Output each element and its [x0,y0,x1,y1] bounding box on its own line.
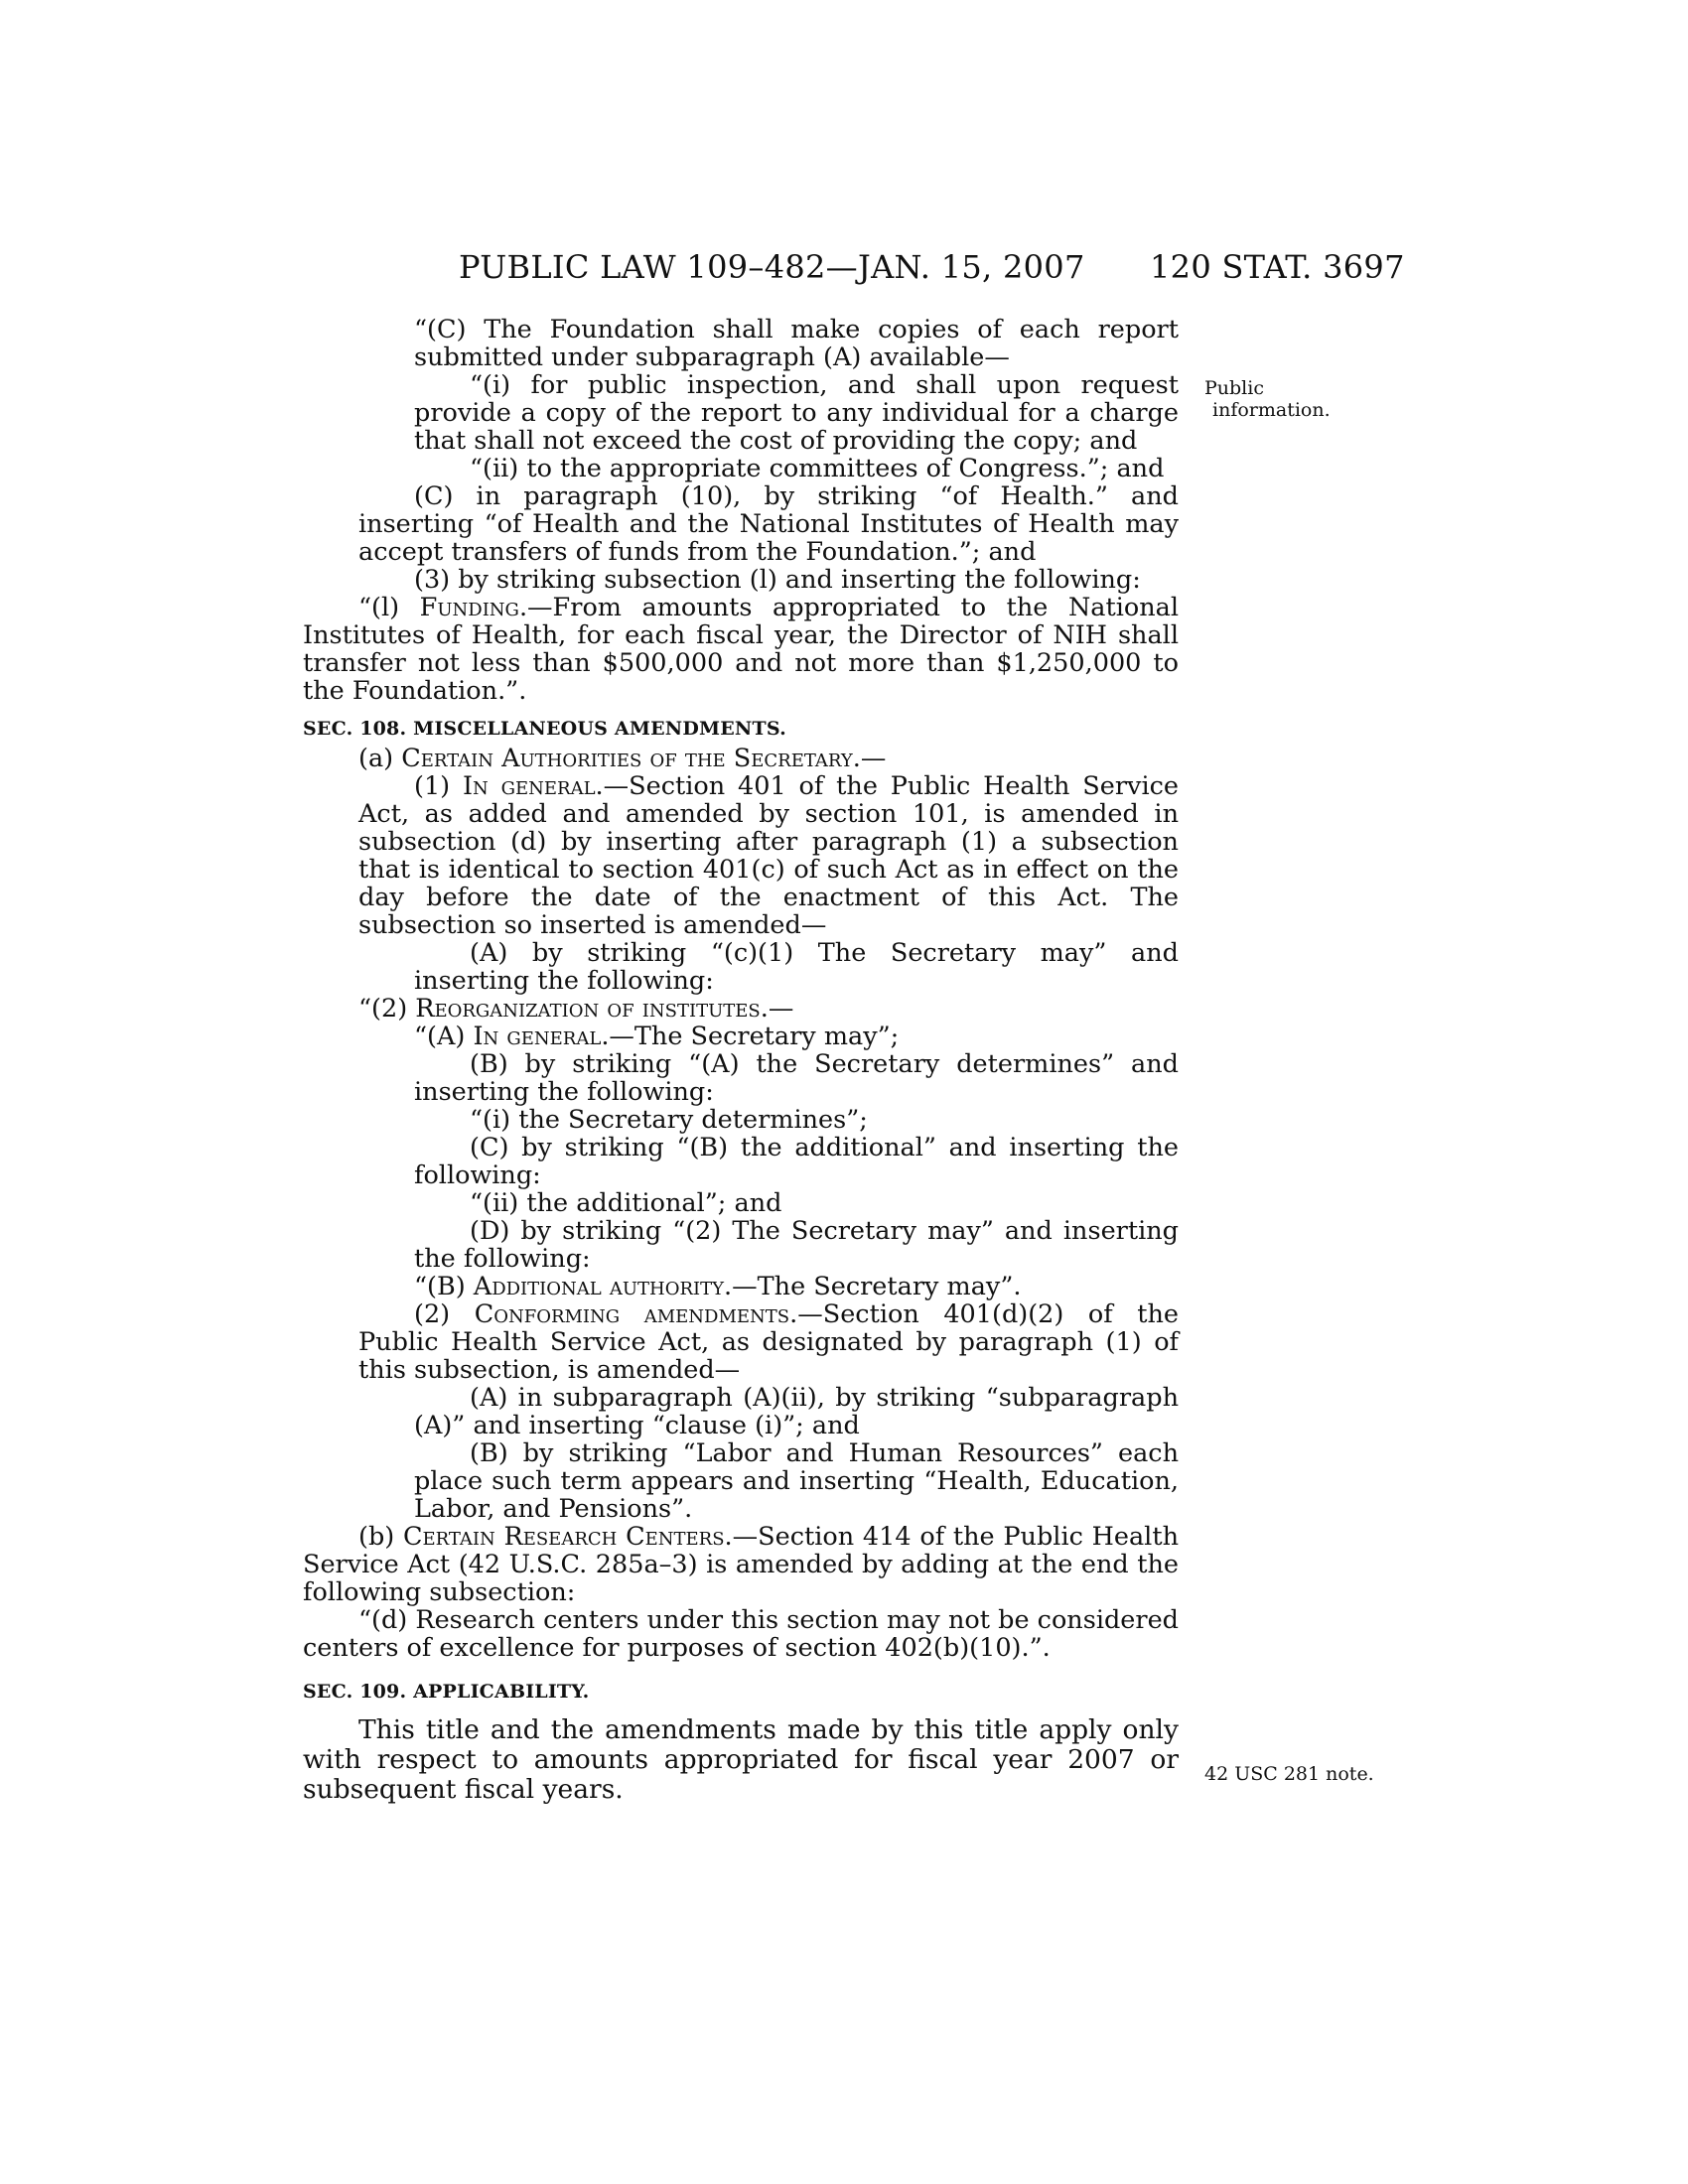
heading-run: Reorganization of institutes [415,994,761,1024]
paragraph: “(ii) the additional”; and [470,1188,782,1218]
paragraph [303,995,1179,1023]
heading-run: Additional authority [473,1272,725,1301]
paragraph [303,594,1179,705]
text-run: .—The Secretary may”. [724,1272,1022,1301]
text-run: “(B) [414,1272,474,1301]
paragraph: (B) by striking “(A) the Secretary determines” and inserting the following: [414,1049,1179,1107]
paragraph: “(i) for public inspection, and shall upon request provide a copy of the report to any individual for a charge that shall not exceed the cost of providing the copy; and [414,370,1179,456]
margin-note-public-information [1204,377,1331,421]
paragraph: “(ii) to the appropriate committees of Congress.”; and [470,454,1165,483]
paragraph [303,772,1179,939]
section-heading-109: SEC. 109. APPLICABILITY. [303,1681,590,1703]
paragraph: “(i) the Secretary determines”; [470,1105,868,1135]
text-run: .—Section 414 of the Public Health Service Act (42 U.S.C. 285a–3) is amended by adding at the end the following subsection: [303,1522,1180,1607]
paragraph: (3) by striking subsection (l) and inserting the following: [414,565,1141,595]
text-run: .— [852,744,887,773]
text-run: (b) [358,1522,403,1552]
heading-run: Funding [419,593,519,622]
heading-run: In general [473,1022,602,1051]
section-heading-108: SEC. 108. MISCELLANEOUS AMENDMENTS. [303,718,786,740]
text-run: (1) [414,771,463,801]
paragraph: This title and the amendments made by this title apply only with respect to amounts appropriated for fiscal year 2007 or subsequent fiscal years. [303,1714,1179,1805]
paragraph: “(C) The Foundation shall make copies of each report submitted under subparagraph (A) available— [414,315,1179,372]
margin-note-usc: 42 USC 281 note. [1204,1763,1374,1785]
margin-note-line: information. [1212,399,1331,421]
heading-run: In general [462,771,596,801]
paragraph: (C) in paragraph (10), by striking “of Health.” and inserting “of Health and the National Institutes of Health may accept transfers of funds from the Foundation.”; and [358,481,1179,567]
running-header-page: 120 STAT. 3697 [1150,248,1405,286]
text-run: “(2) [358,994,416,1024]
text-run: (a) [358,744,402,773]
paragraph: (C) by striking “(B) the additional” and inserting the following: [414,1133,1179,1190]
margin-note-line: Public [1204,377,1264,399]
text-column [303,316,1179,1805]
paragraph [303,1023,1179,1050]
heading-run: Certain Authorities of the Secretary [401,744,853,773]
paragraph: (A) by striking “(c)(1) The Secretary may” and inserting the following: [414,938,1179,996]
paragraph: “(d) Research centers under this section may not be considered centers of excellence for purposes of section 402(b)(10).”. [303,1605,1179,1663]
text-run: .— [760,994,794,1024]
text-run: .—From amounts appropriated to the National Institutes of Health, for each fiscal year, the Director of NIH shall transfer not less than $500,000 and not more than $1,250,000 to the Foundation.”. [303,593,1179,706]
heading-run: Conforming amendments [474,1299,790,1329]
paragraph [303,1273,1179,1300]
text-run: .—Section 401(d)(2) of the Public Health Service Act, as designated by paragraph (1) of this subsection, is amended— [358,1299,1179,1385]
paragraph [303,745,1179,772]
heading-run: Certain Research Centers [402,1522,725,1552]
paragraph: (B) by striking “Labor and Human Resources” each place such term appears and inserting “Health, Education, Labor, and Pensions”. [414,1438,1179,1524]
text-run: .—Section 401 of the Public Health Service Act, as added and amended by section 101, is amended in subsection (d) by inserting after paragraph (1) a subsection that is identical to section 401(c) of such Act as in effect on the day before the date of the enactment of this Act. The subsection so inserted is amended— [358,771,1179,940]
text-run: (2) [414,1299,475,1329]
paragraph [303,1523,1179,1606]
running-header-title: PUBLIC LAW 109–482—JAN. 15, 2007 [459,248,1085,286]
paragraph [303,1300,1179,1384]
text-run: “(l) [358,593,420,622]
paragraph: (A) in subparagraph (A)(ii), by striking “subparagraph (A)” and inserting “clause (i)”; and [414,1383,1179,1440]
text-run: “(A) [414,1022,474,1051]
paragraph: (D) by striking “(2) The Secretary may” and inserting the following: [414,1216,1179,1274]
text-run: .—The Secretary may”; [601,1022,900,1051]
